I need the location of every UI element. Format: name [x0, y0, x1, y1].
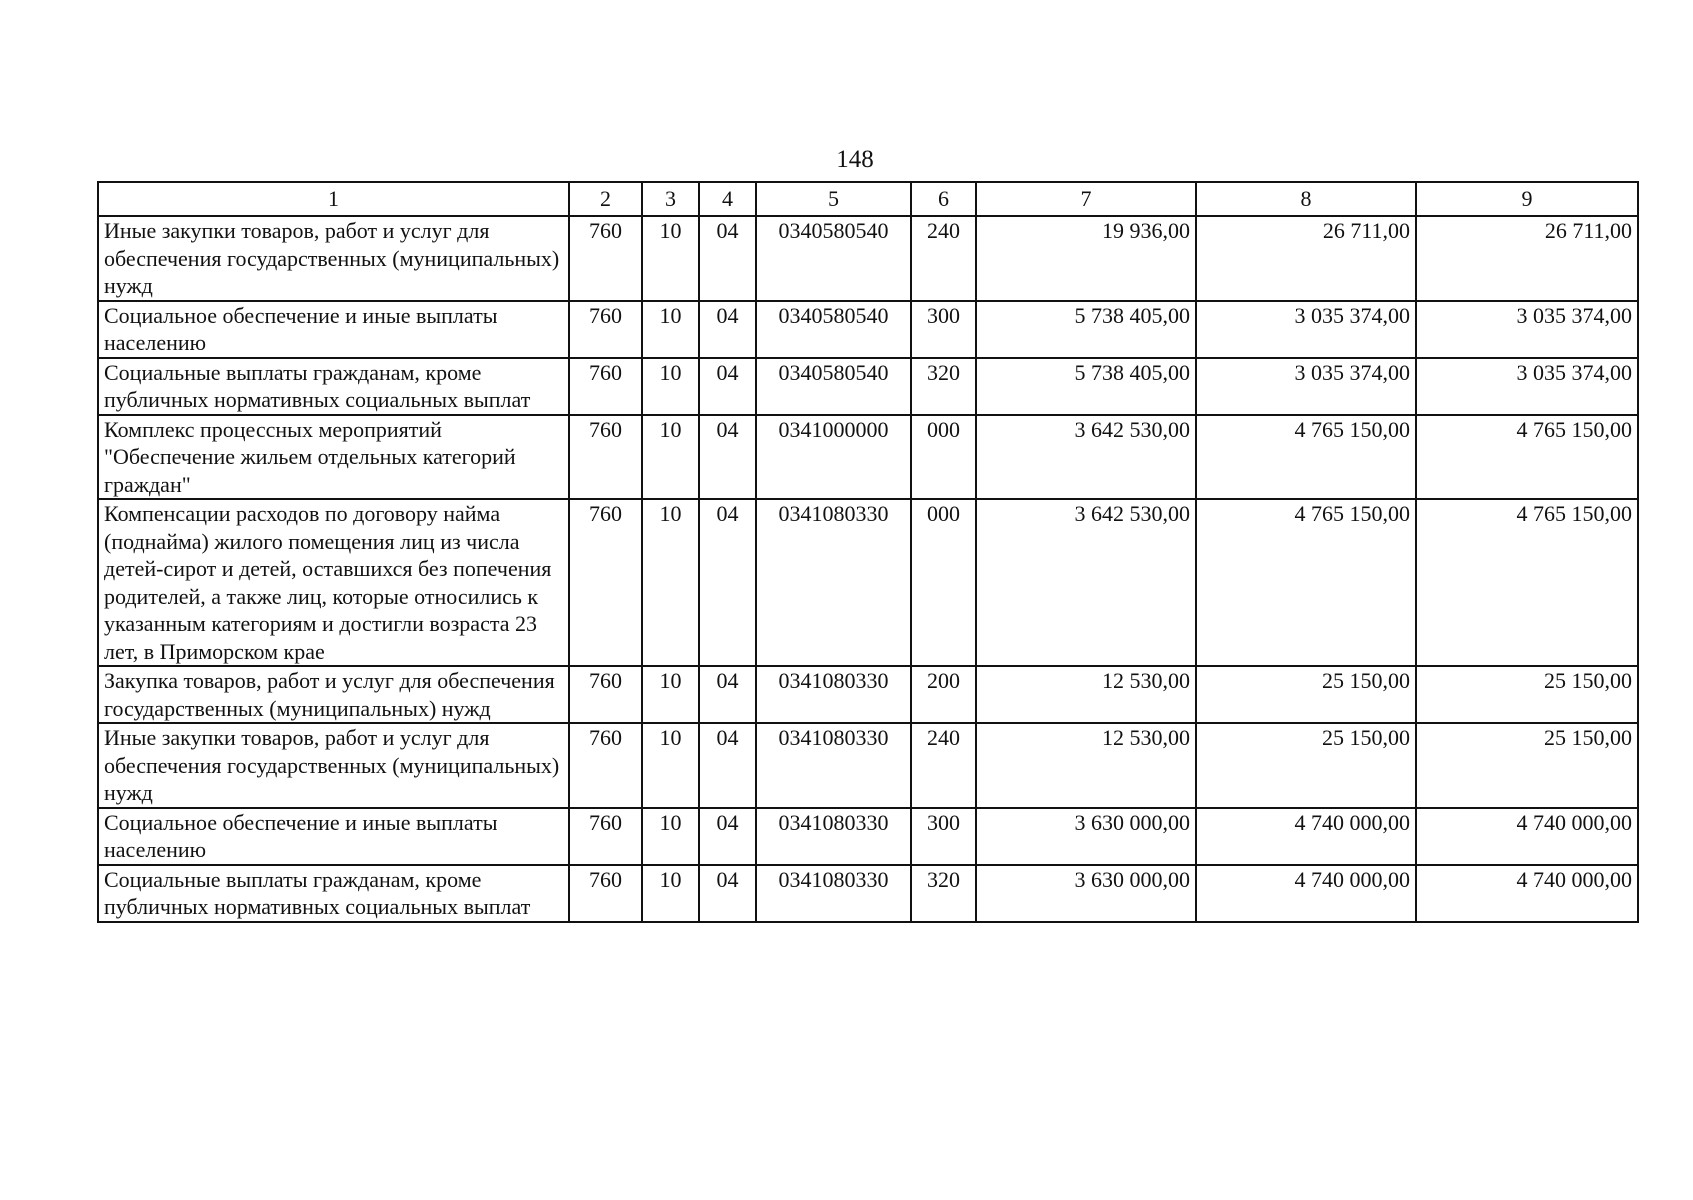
- target-article-code-cell: 0341080330: [756, 666, 911, 723]
- amount-cell: 3 035 374,00: [1416, 301, 1638, 358]
- ministry-code-cell: 760: [569, 216, 642, 301]
- column-header: 4: [699, 182, 756, 216]
- column-header: 2: [569, 182, 642, 216]
- ministry-code-cell: 760: [569, 666, 642, 723]
- table-row: [98, 865, 1638, 922]
- target-article-code-cell: 0341080330: [756, 808, 911, 865]
- amount-cell: 4 765 150,00: [1196, 499, 1416, 666]
- table-row: [98, 499, 1638, 666]
- subsection-code-cell: 04: [699, 415, 756, 500]
- subsection-code-cell: 04: [699, 808, 756, 865]
- amount-cell: 26 711,00: [1196, 216, 1416, 301]
- expense-type-code-cell: 000: [911, 499, 976, 666]
- budget-table: [97, 181, 1639, 923]
- amount-cell: 26 711,00: [1416, 216, 1638, 301]
- section-code-cell: 10: [642, 499, 699, 666]
- amount-cell: 25 150,00: [1196, 666, 1416, 723]
- section-code-cell: 10: [642, 301, 699, 358]
- amount-cell: 4 765 150,00: [1196, 415, 1416, 500]
- amount-cell: 3 642 530,00: [976, 415, 1196, 500]
- expense-name-cell: Социальное обеспечение и иные выплаты населению: [98, 301, 569, 358]
- ministry-code-cell: 760: [569, 723, 642, 808]
- section-code-cell: 10: [642, 808, 699, 865]
- column-header: 9: [1416, 182, 1638, 216]
- ministry-code-cell: 760: [569, 358, 642, 415]
- subsection-code-cell: 04: [699, 499, 756, 666]
- section-code-cell: 10: [642, 358, 699, 415]
- section-code-cell: 10: [642, 723, 699, 808]
- table-row: [98, 666, 1638, 723]
- expense-name-cell: Закупка товаров, работ и услуг для обеспечения государственных (муниципальных) нужд: [98, 666, 569, 723]
- expense-type-code-cell: 320: [911, 358, 976, 415]
- subsection-code-cell: 04: [699, 723, 756, 808]
- amount-cell: 12 530,00: [976, 666, 1196, 723]
- section-code-cell: 10: [642, 415, 699, 500]
- expense-type-code-cell: 200: [911, 666, 976, 723]
- ministry-code-cell: 760: [569, 415, 642, 500]
- expense-type-code-cell: 320: [911, 865, 976, 922]
- page-number: 148: [836, 146, 874, 173]
- table-row: [98, 216, 1638, 301]
- table-row: [98, 358, 1638, 415]
- amount-cell: 25 150,00: [1416, 666, 1638, 723]
- amount-cell: 4 765 150,00: [1416, 415, 1638, 500]
- expense-name-cell: Иные закупки товаров, работ и услуг для обеспечения государственных (муниципальных) нужд: [98, 723, 569, 808]
- target-article-code-cell: 0341080330: [756, 865, 911, 922]
- expense-name-cell: Социальные выплаты гражданам, кроме публичных нормативных социальных выплат: [98, 358, 569, 415]
- table-row: [98, 808, 1638, 865]
- expense-type-code-cell: 240: [911, 723, 976, 808]
- target-article-code-cell: 0340580540: [756, 358, 911, 415]
- column-header: 8: [1196, 182, 1416, 216]
- ministry-code-cell: 760: [569, 301, 642, 358]
- section-code-cell: 10: [642, 865, 699, 922]
- table-row: [98, 301, 1638, 358]
- amount-cell: 3 035 374,00: [1416, 358, 1638, 415]
- subsection-code-cell: 04: [699, 358, 756, 415]
- subsection-code-cell: 04: [699, 666, 756, 723]
- column-header: 6: [911, 182, 976, 216]
- amount-cell: 12 530,00: [976, 723, 1196, 808]
- expense-type-code-cell: 300: [911, 301, 976, 358]
- amount-cell: 4 740 000,00: [1196, 808, 1416, 865]
- expense-name-cell: Социальные выплаты гражданам, кроме публичных нормативных социальных выплат: [98, 865, 569, 922]
- amount-cell: 4 740 000,00: [1196, 865, 1416, 922]
- subsection-code-cell: 04: [699, 301, 756, 358]
- subsection-code-cell: 04: [699, 865, 756, 922]
- amount-cell: 5 738 405,00: [976, 358, 1196, 415]
- target-article-code-cell: 0340580540: [756, 301, 911, 358]
- column-header: 3: [642, 182, 699, 216]
- table-row: [98, 723, 1638, 808]
- amount-cell: 3 630 000,00: [976, 865, 1196, 922]
- expense-name-cell: Иные закупки товаров, работ и услуг для обеспечения государственных (муниципальных) нужд: [98, 216, 569, 301]
- amount-cell: 3 035 374,00: [1196, 301, 1416, 358]
- table-row: [98, 415, 1638, 500]
- column-header: 7: [976, 182, 1196, 216]
- amount-cell: 3 035 374,00: [1196, 358, 1416, 415]
- column-header: 5: [756, 182, 911, 216]
- expense-name-cell: Компенсации расходов по договору найма (поднайма) жилого помещения лиц из числа детей-сирот и детей, оставшихся без попечения родителей, а также лиц, которые относились к указанным категориям и достигли возраста 23 лет, в Приморском крае: [98, 499, 569, 666]
- expense-name-cell: Социальное обеспечение и иные выплаты населению: [98, 808, 569, 865]
- expense-type-code-cell: 300: [911, 808, 976, 865]
- amount-cell: 4 740 000,00: [1416, 865, 1638, 922]
- amount-cell: 5 738 405,00: [976, 301, 1196, 358]
- amount-cell: 25 150,00: [1416, 723, 1638, 808]
- amount-cell: 3 642 530,00: [976, 499, 1196, 666]
- expense-type-code-cell: 000: [911, 415, 976, 500]
- subsection-code-cell: 04: [699, 216, 756, 301]
- target-article-code-cell: 0340580540: [756, 216, 911, 301]
- amount-cell: 4 740 000,00: [1416, 808, 1638, 865]
- amount-cell: 25 150,00: [1196, 723, 1416, 808]
- amount-cell: 3 630 000,00: [976, 808, 1196, 865]
- table-header-row: [98, 182, 1638, 216]
- expense-name-cell: Комплекс процессных мероприятий "Обеспечение жильем отдельных категорий граждан": [98, 415, 569, 500]
- ministry-code-cell: 760: [569, 499, 642, 666]
- target-article-code-cell: 0341000000: [756, 415, 911, 500]
- expense-type-code-cell: 240: [911, 216, 976, 301]
- target-article-code-cell: 0341080330: [756, 723, 911, 808]
- amount-cell: 19 936,00: [976, 216, 1196, 301]
- section-code-cell: 10: [642, 216, 699, 301]
- ministry-code-cell: 760: [569, 865, 642, 922]
- ministry-code-cell: 760: [569, 808, 642, 865]
- section-code-cell: 10: [642, 666, 699, 723]
- column-header: 1: [98, 182, 569, 216]
- amount-cell: 4 765 150,00: [1416, 499, 1638, 666]
- target-article-code-cell: 0341080330: [756, 499, 911, 666]
